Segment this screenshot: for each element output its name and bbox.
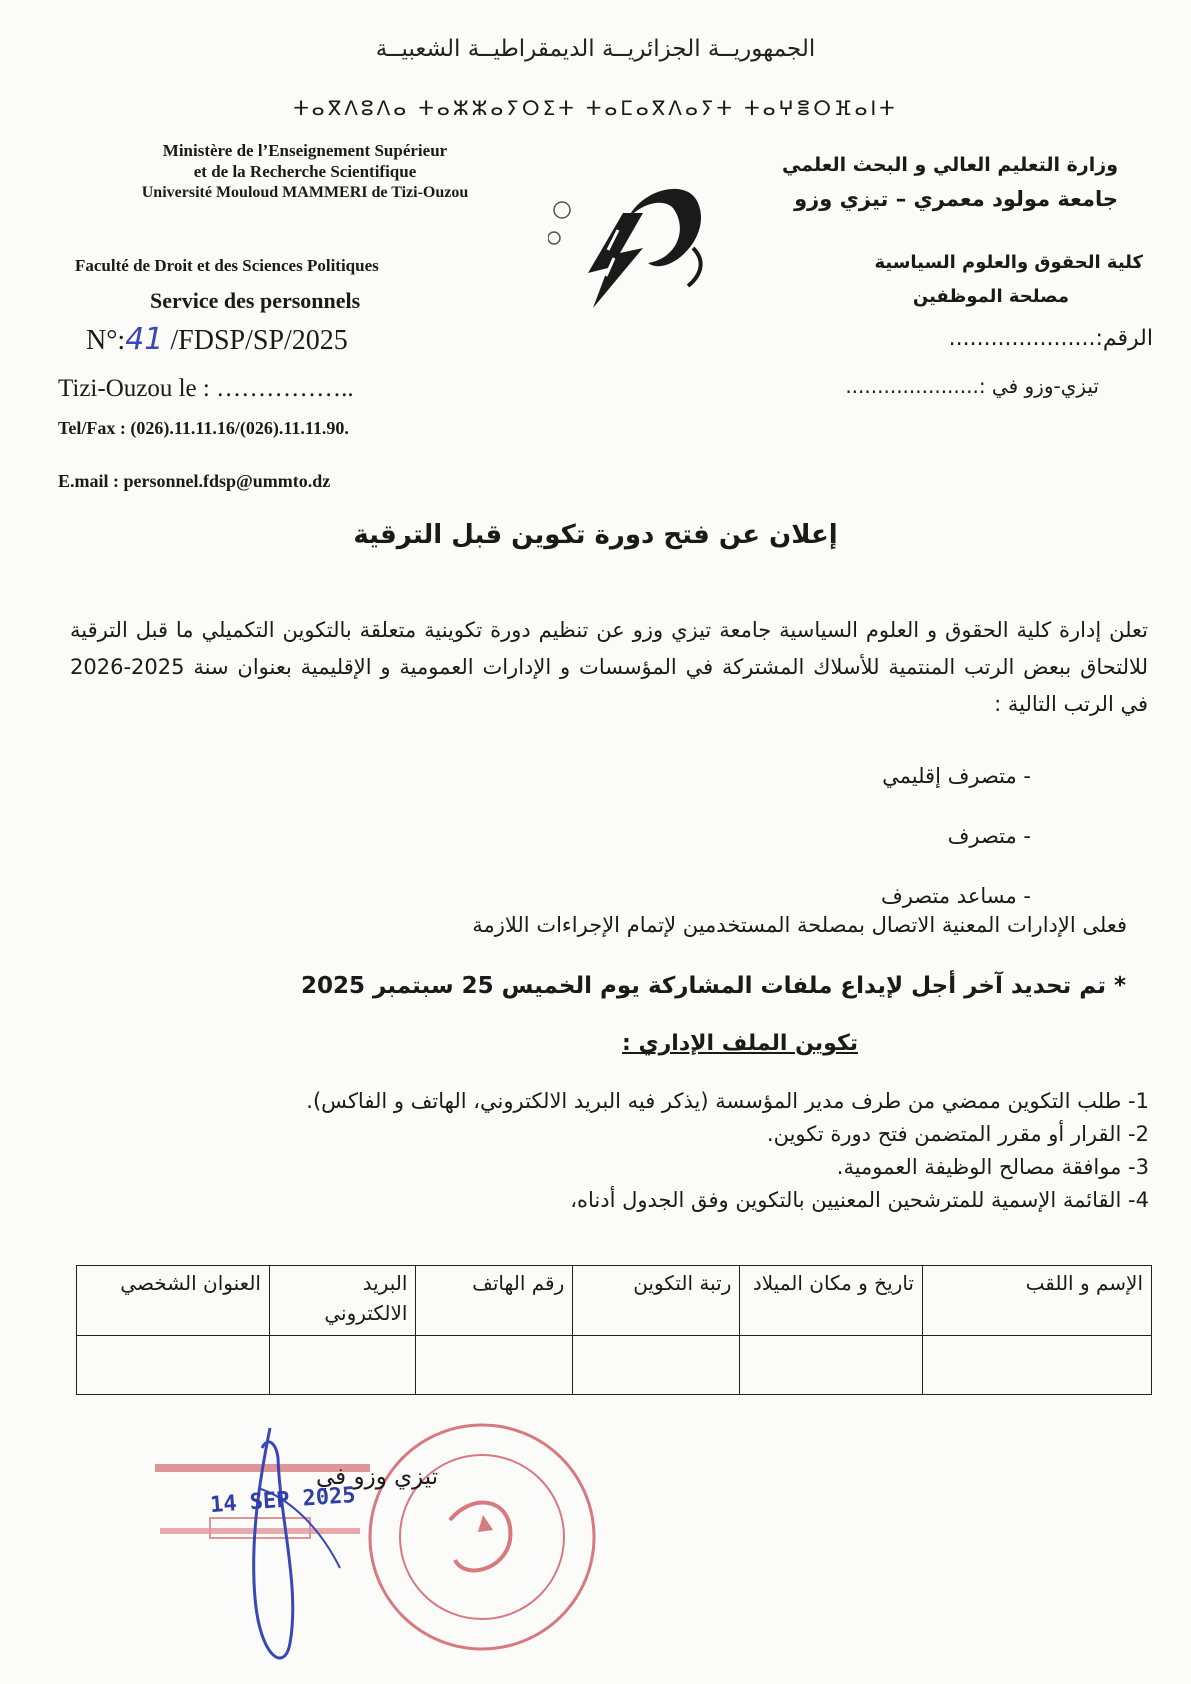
ar-university: جامعة مولود معمري – تيزي وزو	[794, 187, 1118, 211]
fr-university: Université Mouloud MAMMERI de Tizi-Ouzou	[141, 184, 469, 201]
dossier-item: 4- القائمة الإسمية للمترشحين المعنيين بالتكوين وفق الجدول أدناه،	[570, 1188, 1149, 1212]
fr-faculty: Faculté de Droit et des Sciences Politiques	[75, 256, 379, 275]
fr-date-line: Tizi-Ouzou le : ……………..	[58, 375, 354, 402]
table-header-row	[77, 1266, 1152, 1336]
grade-item: - متصرف	[947, 824, 1031, 848]
fr-email: E.mail : personnel.fdsp@ummto.dz	[58, 471, 331, 491]
fr-ministry-line-1: Ministère de l’Enseignement Supérieur	[162, 141, 448, 160]
table-cell	[269, 1336, 415, 1395]
col-address: العنوان الشخصي	[77, 1266, 270, 1336]
col-grade: رتبة التكوين	[573, 1266, 740, 1336]
ar-service: مصلحة الموظفين	[912, 286, 1069, 307]
candidates-table	[76, 1265, 1152, 1395]
fr-service: Service des personnels	[150, 288, 361, 313]
col-email: البريد الالكتروني	[269, 1266, 415, 1336]
col-birth: تاريخ و مكان الميلاد	[740, 1266, 923, 1336]
table-cell	[573, 1336, 740, 1395]
fr-ministry-block	[95, 140, 515, 203]
fr-number-prefix: N°:	[86, 325, 126, 356]
table-row	[77, 1336, 1152, 1395]
table-cell	[77, 1336, 270, 1395]
dossier-item: 3- موافقة مصالح الوظيفة العمومية.	[836, 1155, 1149, 1179]
fr-ministry-line-2: et de la Recherche Scientifique	[193, 162, 417, 181]
fr-tel-fax: Tel/Fax : (026).11.11.16/(026).11.11.90.	[58, 418, 349, 438]
dossier-item: 1- طلب التكوين ممضي من طرف مدير المؤسسة (يذكر فيه البريد الالكتروني، الهاتف و الفاكس).	[306, 1089, 1149, 1113]
university-logo	[548, 168, 718, 318]
republic-heading-tifinagh: ⵜⴰⴳⴷⵓⴷⴰ ⵜⴰⵣⵣⴰⵢⵔⵉⵜ ⵜⴰⵎⴰⴳⴷⴰⵢⵜ ⵜⴰⵖⴻⵔⴼⴰⵏⵜ	[293, 96, 898, 120]
date-stamp: 14 SEP 2025	[209, 1482, 357, 1519]
signature-place: تيزي وزو في	[316, 1464, 439, 1490]
ar-reference-line: الرقم:.....................	[948, 326, 1153, 351]
fr-number-suffix: /FDSP/SP/2025	[163, 325, 348, 356]
grade-item: - مساعد متصرف	[880, 884, 1031, 908]
dossier-items-list	[149, 1085, 1149, 1217]
announcement-title: إعلان عن فتح دورة تكوين قبل الترقية	[353, 520, 838, 550]
republic-heading-ar: الجمهوريــة الجزائريــة الديمقراطيــة الشعبيــة	[375, 36, 816, 62]
intro-paragraph: تعلن إدارة كلية الحقوق و العلوم السياسية جامعة تيزي وزو عن تنظيم دورة تكوينية متعلقة بالتكوين التكميلي ما قبل الترقية للالتحاق ببعض الرتب المنتمية للأسلاك المشتركة في المؤسسات و الإدارات العمومية و الإقليمية بعنوان سنة 2025-2026 في الرتب التالية :	[70, 618, 1148, 716]
fr-reference-number	[86, 322, 348, 357]
dossier-item: 2- القرار أو مقرر المتضمن فتح دورة تكوين.	[766, 1122, 1149, 1146]
table-cell	[922, 1336, 1151, 1395]
col-name: الإسم و اللقب	[922, 1266, 1151, 1336]
grade-item: - متصرف إقليمي	[882, 764, 1031, 788]
contact-note: فعلى الإدارات المعنية الاتصال بمصلحة المستخدمين لإتمام الإجراءات اللازمة	[472, 913, 1127, 937]
grades-list	[531, 746, 1031, 926]
deadline-notice: * تم تحديد آخر أجل لإيداع ملفات المشاركة يوم الخميس 25 سبتمبر 2025	[301, 973, 1126, 999]
ar-faculty: كلية الحقوق والعلوم السياسية	[874, 252, 1143, 273]
table-cell	[416, 1336, 573, 1395]
ar-date-line: تيزي-وزو في :.....................	[845, 374, 1099, 398]
dossier-title: تكوين الملف الإداري :	[622, 1031, 858, 1056]
handwritten-signature	[254, 1428, 293, 1658]
col-phone: رقم الهاتف	[416, 1266, 573, 1336]
fr-number-handwritten: 41	[125, 322, 164, 357]
ar-ministry-line: وزارة التعليم العالي و البحث العلمي	[782, 154, 1118, 176]
table-cell	[740, 1336, 923, 1395]
ar-ministry-block	[698, 148, 1118, 216]
official-seal	[365, 1420, 600, 1655]
